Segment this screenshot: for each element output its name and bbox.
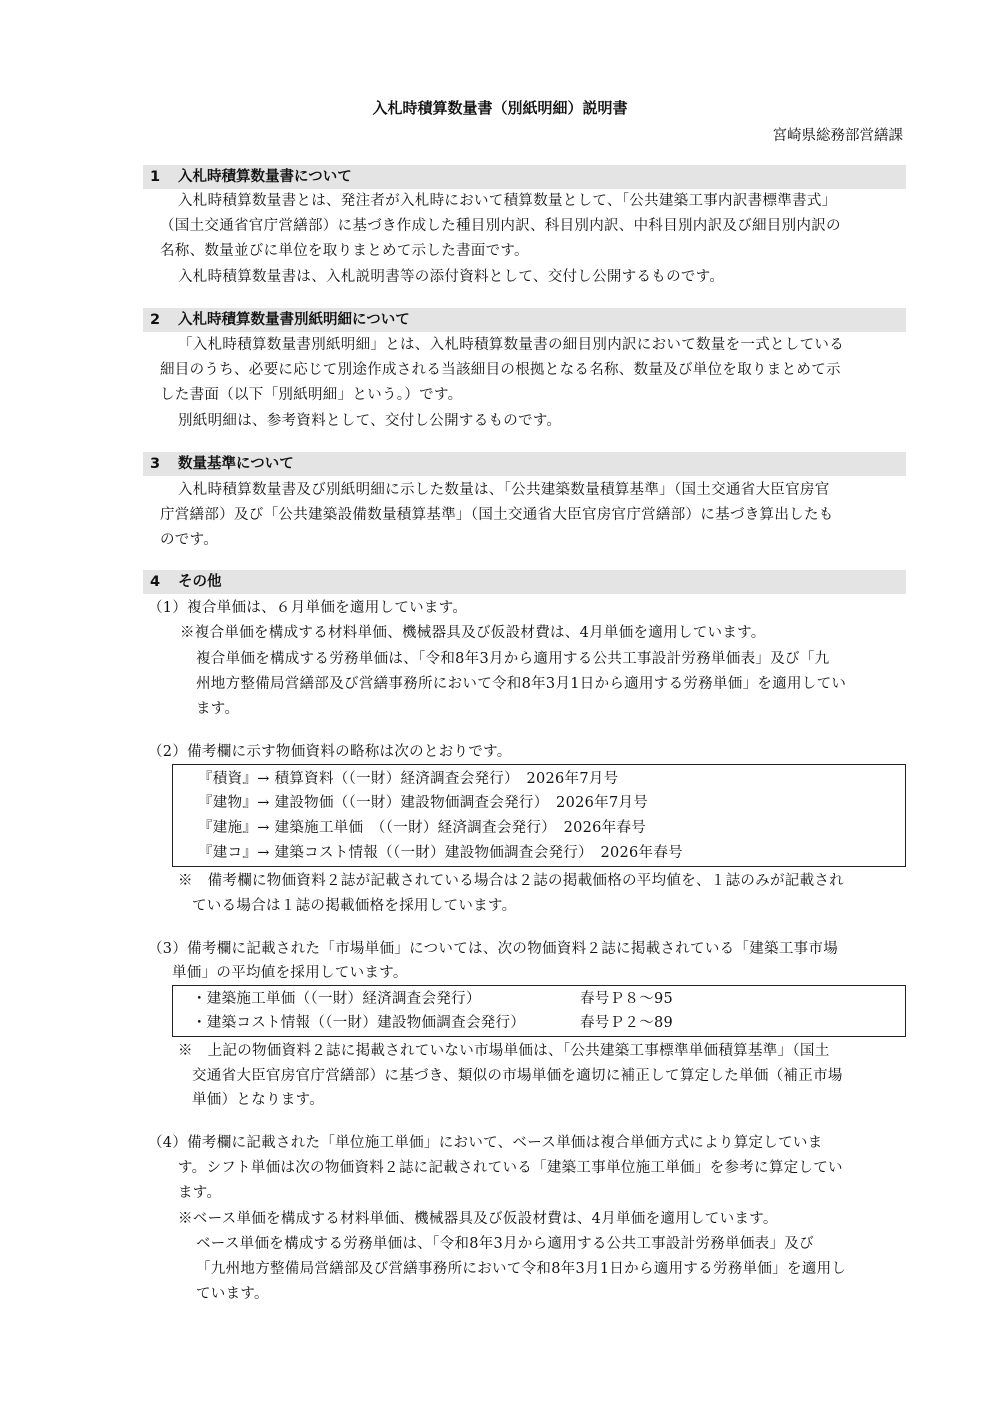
item-3-note: ※ 上記の物価資料２誌に掲載されていない市場単価は、「公共建築工事標準単価積算基準」（国土 [178, 1043, 830, 1059]
section-1-paragraph-line: 名称、数量並びに単位を取りまとめて示した書面です。 [160, 243, 529, 259]
section-2-paragraph-line: 別紙明細は、参考資料として、交付し公開するものです。 [178, 413, 562, 429]
section-2-number: 2 [150, 312, 161, 328]
section-2-paragraph-line: 「入札時積算数量書別紙明細」とは、入札時積算数量書の細目別内訳において数量を一式としている [178, 337, 844, 353]
item-3-text-line: 単価」の平均値を採用しています。 [172, 965, 408, 981]
section-3-number: 3 [150, 456, 161, 472]
section-1-paragraph-line: （国土交通省官庁営繕部）に基づき作成した種目別内訳、科目別内訳、中科目別内訳及び細目別内訳の [160, 218, 841, 234]
section-3-title: 数量基準について [178, 456, 294, 472]
section-2-paragraph-line: した書面（以下「別紙明細」という。）です。 [160, 387, 463, 403]
section-3-paragraph-line: 入札時積算数量書及び別紙明細に示した数量は、「公共建築数量積算基準」（国土交通省大臣官房官 [178, 482, 830, 498]
item-1-text: （1）複合単価は、６月単価を適用しています。 [148, 600, 468, 616]
item-1-note-line: 複合単価を構成する労務単価は、「令和8年3月から適用する公共工事設計労務単価表」及び「九 [196, 651, 830, 667]
item-2-note-line: ている場合は１誌の掲載価格を採用しています。 [192, 898, 517, 914]
item-4-note-line: ベース単価を構成する労務単価は、「令和8年3月から適用する公共工事設計労務単価表」及び [196, 1236, 814, 1252]
section-1-heading [150, 165, 352, 189]
section-3-paragraph-line: 庁営繕部）及び「公共建築設備数量積算基準」（国土交通省大臣官房官庁営繕部）に基づき算出したも [160, 507, 834, 523]
market-source-name: ・建築施工単価（（一財）経済調査会発行） [192, 991, 481, 1007]
item-2-text: （2）備考欄に示す物価資料の略称は次のとおりです。 [148, 744, 512, 760]
item-4-text: （4）備考欄に記載された「単位施工単価」において、ベース単価は複合単価方式により算定していま [148, 1135, 823, 1151]
section-1-paragraph-line: 入札時積算数量書とは、発注者が入札時において積算数量として、「公共建築工事内訳書標準書式」 [178, 193, 837, 209]
price-source-entry: 『積資』→ 積算資料（（一財）経済調査会発行） 2026年7月号 [198, 771, 619, 787]
item-4-note-line: ています。 [196, 1286, 269, 1302]
document-title: 入札時積算数量書（別紙明細）説明書 [372, 99, 628, 117]
item-1-note: ※複合単価を構成する材料単価、機械器具及び仮設材費は、4月単価を適用しています。 [180, 625, 766, 641]
section-1-title: 入札時積算数量書について [178, 169, 352, 185]
section-4-heading [150, 570, 222, 594]
department-name: 宮崎県総務部営繕課 [772, 128, 903, 144]
item-3-note-line: 単価）となります。 [192, 1092, 325, 1108]
item-4-text-line: す。シフト単価は次の物価資料２誌に記載されている「建築工事単位施工単価」を参考に算定してい [178, 1160, 843, 1176]
price-source-entry: 『建物』→ 建設物価（（一財）建設物価調査会発行） 2026年7月号 [198, 795, 649, 811]
item-1-note-line: 州地方整備局営繕部及び営繕事務所において令和8年3月1日から適用する労務単価」を適用してい [196, 676, 847, 692]
price-source-entry: 『建施』→ 建築施工単価 （（一財）経済調査会発行） 2026年春号 [198, 820, 647, 836]
section-2-title: 入札時積算数量書別紙明細について [178, 312, 410, 328]
section-2-heading [150, 308, 410, 332]
item-4-text-line: ます。 [178, 1185, 222, 1201]
item-2-note: ※ 備考欄に物価資料２誌が記載されている場合は２誌の掲載価格の平均値を、１誌のみが記載され [178, 873, 844, 889]
market-source-pages: 春号Ｐ８～95 [580, 991, 674, 1007]
section-2-paragraph-line: 細目のうち、必要に応じて別途作成される当該細目の根拠となる名称、数量及び単位を取りまとめて示 [160, 362, 841, 378]
market-source-pages: 春号Ｐ２～89 [580, 1015, 674, 1031]
price-source-entry: 『建コ』→ 建築コスト情報（（一財）建設物価調査会発行） 2026年春号 [198, 845, 683, 861]
item-3-text: （3）備考欄に記載された「市場単価」については、次の物価資料２誌に掲載されている「建築工事市場 [148, 941, 839, 957]
section-1-paragraph-line: 入札時積算数量書は、入札説明書等の添付資料として、交付し公開するものです。 [178, 269, 725, 285]
item-1-note-line: ます。 [196, 701, 240, 717]
section-3-heading [150, 452, 294, 476]
item-4-note-line: 「九州地方整備局営繕部及び営繕事務所において令和8年3月1日から適用する労務単価」を適用し [196, 1261, 847, 1277]
section-3-paragraph-line: のです。 [160, 532, 219, 548]
item-3-note-line: 交通省大臣官房官庁営繕部）に基づき、類似の市場単価を適切に補正して算定した単価（補正市場 [192, 1068, 843, 1084]
section-4-header-bar [143, 570, 906, 594]
item-4-note: ※ベース単価を構成する材料単価、機械器具及び仮設材費は、4月単価を適用しています。 [178, 1211, 778, 1227]
market-source-name: ・建築コスト情報（（一財）建設物価調査会発行） [192, 1015, 526, 1031]
section-4-title: その他 [178, 574, 222, 590]
section-4-number: 4 [150, 574, 161, 590]
section-1-number: 1 [150, 169, 161, 185]
